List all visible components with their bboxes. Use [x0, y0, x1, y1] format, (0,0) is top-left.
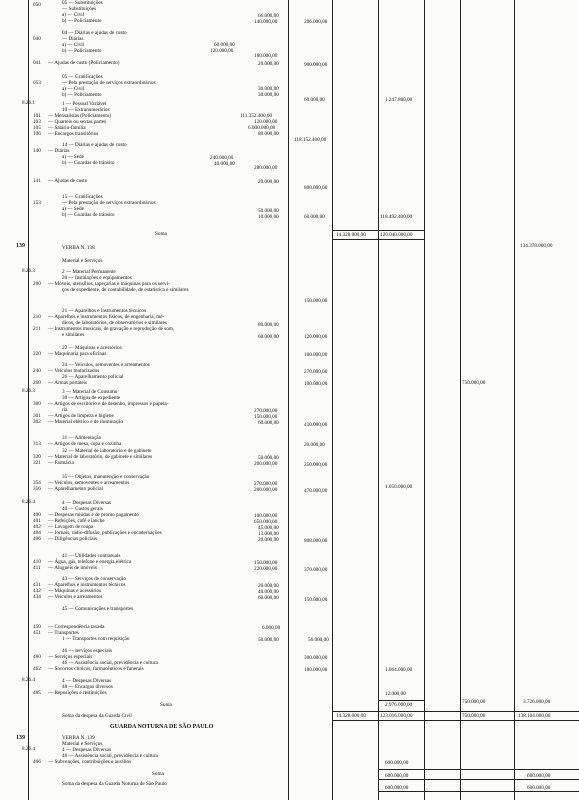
text-line: 21 — Aparelhos e instrumentos técnicos	[62, 308, 146, 314]
text-line: 100.000,00	[254, 513, 278, 519]
total-rule	[378, 769, 579, 770]
text-line: 210	[33, 314, 41, 320]
total-rule	[332, 239, 424, 240]
text-line: 120.000,00	[254, 119, 278, 125]
text-line: 46 — Assistência social, previdência e cultura	[62, 660, 158, 666]
text-line: 103	[33, 119, 41, 125]
text-line: — Água, gás, telefone e energia elétrica	[48, 559, 132, 565]
text-line: 466	[33, 759, 41, 765]
text-line: 250.000,00	[304, 462, 328, 468]
text-line: 134.378.000,00	[520, 243, 553, 249]
text-line: 1.247.800,00	[385, 97, 413, 103]
text-line: 050	[33, 2, 41, 8]
text-line: 105	[33, 125, 41, 131]
text-line: 45 — Comunicações e transportes	[62, 606, 134, 612]
text-line: 60.000,00	[304, 214, 325, 220]
text-line: 10.000,00	[258, 214, 279, 220]
text-line: 300.000,00	[304, 655, 328, 661]
text-line: 32 — Material de laboratório e de gabinete	[62, 448, 152, 454]
column-rule	[288, 0, 289, 800]
text-line: 141	[33, 178, 41, 184]
text-line: — Lavagem de roupa	[48, 524, 94, 530]
text-line: 451	[33, 630, 41, 636]
text-line: — Correspondência taxada	[48, 624, 105, 630]
text-line: 123.016.000,00	[380, 713, 413, 719]
text-line: 041	[33, 60, 41, 66]
text-line: Soma	[155, 231, 167, 237]
text-line: 31 — Alimentação	[62, 435, 102, 441]
text-line: a) — Civil	[62, 42, 85, 48]
text-line: — Artigos de limpeza e higiene	[48, 413, 114, 419]
text-line: — Encargos transitórios	[48, 131, 99, 137]
text-line: 200.000,00	[254, 487, 278, 493]
text-line: 206.000,00	[304, 19, 328, 25]
text-line: 60.000,00	[258, 334, 279, 340]
text-line: 180.000,00	[304, 667, 328, 673]
text-line: 650.000,00	[254, 519, 278, 525]
text-line: 320	[33, 454, 41, 460]
text-line: 200	[33, 281, 41, 287]
text-line: 100.000,00	[304, 381, 328, 387]
text-line: e similares	[62, 332, 85, 338]
column-rule	[424, 0, 425, 800]
text-line: 400	[33, 512, 41, 518]
text-line: 432	[33, 588, 41, 594]
total-rule	[332, 711, 579, 712]
text-line: 40.000,00	[258, 589, 279, 595]
text-line: — Pela prestação de serviços extraordinários	[62, 80, 156, 86]
text-line: — Aparelhos e instrumentos físicos, de engenharia, mé-	[48, 314, 165, 320]
text-line: a) — Civil	[62, 12, 85, 18]
text-line: — Jornais, rádio-difusão, publicações e encadernações	[48, 530, 162, 536]
text-line: 240	[33, 368, 41, 374]
text-line: 20.000,00	[304, 442, 325, 448]
text-line: 600.000,00	[527, 785, 551, 791]
text-line: — Refeições, café e lanche	[48, 518, 105, 524]
text-line: 600.000,00	[385, 773, 409, 779]
text-line: 15 — Gratificações	[62, 194, 103, 200]
text-line: — Artigos de mesa, copa e cozinha	[48, 441, 122, 447]
column-rule	[378, 0, 379, 800]
text-line: 370.000,00	[304, 567, 328, 573]
text-line: 101	[33, 113, 41, 119]
text-line: 56.000,00	[308, 637, 329, 643]
text-line: 2.976.000,00	[385, 702, 413, 708]
text-line: — Despesas miúdas e de pronto pagamento	[48, 512, 139, 518]
text-line: ria	[62, 407, 68, 413]
text-line: — Veículos e arreamentos	[48, 594, 103, 600]
text-line: — Ajudas de custo	[48, 178, 88, 184]
text-line: 40.000,00	[214, 161, 235, 167]
text-line: 302	[33, 419, 41, 425]
text-line: b) — Policiamento	[62, 92, 102, 98]
text-line: 30 — Artigos de expediente	[62, 395, 121, 401]
text-line: 04 — Diárias e ajudas de custo	[62, 30, 127, 36]
text-line: 46 — Assistência social, previdência e cultura	[62, 753, 158, 759]
text-line: 321	[33, 460, 41, 466]
text-line: 05 — Gratificações	[62, 74, 103, 80]
text-line: 270.000,00	[304, 369, 328, 375]
text-line: — Substituições	[62, 6, 97, 12]
text-line: 750.000,00	[462, 713, 486, 719]
text-line: 280.000,00	[254, 165, 278, 171]
text-line: 60.000,00	[258, 595, 279, 601]
text-line: 8.26.1	[22, 100, 35, 106]
text-line: 8.26.3	[22, 388, 35, 394]
text-line: 20.000,00	[258, 61, 279, 67]
text-line: 600.000,00	[385, 760, 409, 766]
text-line: 260	[33, 380, 41, 386]
text-line: Soma	[152, 771, 164, 777]
text-line: 404	[33, 530, 41, 536]
text-line: 8.26.4	[22, 746, 35, 752]
text-line: 150.000,00	[304, 298, 328, 304]
text-line: — Pela prestação de serviços extraordinários	[62, 200, 156, 206]
text-line: 14 — Diárias e ajudas de custo	[62, 142, 127, 148]
text-line: 211	[33, 326, 41, 332]
text-line: 140	[33, 148, 41, 154]
text-line: 14.328.000,00	[336, 713, 366, 719]
text-line: 200.000,00	[254, 461, 278, 467]
text-line: Material e Serviços	[62, 741, 103, 747]
text-line: — Ajudas de custo (Policiamento)	[48, 60, 120, 66]
total-rule	[378, 779, 579, 780]
text-line: 20.000,00	[258, 583, 279, 589]
total-rule	[332, 720, 579, 721]
text-line: Soma da despesa da Guarda Noturna de São Paulo	[62, 781, 167, 787]
text-line: 50.000,00	[258, 455, 279, 461]
text-line: 470.000,00	[304, 488, 328, 494]
text-line: 138.104.000,00	[518, 713, 551, 719]
text-line: 3.726.000,00	[523, 699, 551, 705]
text-line: 411	[33, 565, 41, 571]
text-line: 485	[33, 690, 41, 696]
text-line: 270.000,00	[254, 408, 278, 414]
text-line: 118.492.400,00	[380, 214, 413, 220]
text-line: Soma da despesa da Guarda Civil	[62, 713, 132, 719]
text-line: 35 — Objetos, manutenção e conservação	[62, 474, 150, 480]
text-line: 120.000,00	[210, 48, 234, 54]
text-line: — Máquinas e acessórios	[48, 588, 102, 594]
text-line: 30.000,00	[258, 92, 279, 98]
text-line: — Artigos de escritório e de desenho, impressos e papela-	[48, 401, 169, 407]
text-line: 48 — Encargos diversos	[62, 684, 113, 690]
text-line: 26 — Aparelhamento policial	[62, 374, 124, 380]
text-line: 12.000,00	[385, 691, 406, 697]
text-line: 24 — Veículos, semoventes e arreamentos	[62, 362, 150, 368]
text-line: — Subvenções, contribuições e auxílios	[48, 759, 132, 765]
text-line: 750.000,00	[462, 699, 486, 705]
text-line: 140.000,00	[254, 19, 278, 25]
text-line: — Reposições e restituições	[48, 690, 107, 696]
text-line: 040	[33, 36, 41, 42]
text-line: — Salário-família	[48, 125, 86, 131]
text-line: 600.000,00	[385, 785, 409, 791]
text-line: — Veículos, semoventes e arreamentos	[48, 480, 130, 486]
text-line: dicos, de laboratórios, de observatórios e similares	[62, 320, 167, 326]
column-rule	[460, 0, 461, 800]
text-line: 240.000,00	[210, 155, 234, 161]
text-line: 8.26.4	[22, 677, 35, 683]
text-line: 354	[33, 480, 41, 486]
text-line: 118.152.400,00	[294, 137, 327, 143]
text-line: 800.000,00	[304, 185, 328, 191]
text-line: 4 — Despesas Diversas	[62, 500, 112, 506]
text-line: 60.000,00	[258, 420, 279, 426]
text-line: 1 — Transportes com requisição	[62, 636, 130, 642]
text-line: — Material elétrico e de iluminação	[48, 419, 124, 425]
text-line: — Diligências policiais	[48, 536, 97, 542]
text-line: 45.000,00	[258, 525, 279, 531]
text-line: 406	[33, 536, 41, 542]
text-line: — Quarteis ou sextas partes	[48, 119, 107, 125]
text-line: 900.000,00	[304, 62, 328, 68]
text-line: b) — Policiamento	[62, 18, 102, 24]
text-line: 301	[33, 413, 41, 419]
text-line: 750.000,00	[462, 380, 486, 386]
text-line: 3 — Material de Consumo	[62, 389, 118, 395]
text-line: 431	[33, 582, 41, 588]
text-line: 434	[33, 594, 41, 600]
text-line: 66.000,00	[258, 13, 279, 19]
text-line: 313	[33, 441, 41, 447]
text-line: 20.000,00	[258, 537, 279, 543]
text-line: — Serviços especiais	[48, 654, 93, 660]
text-line: 106	[33, 131, 41, 137]
text-line: — Aluguéis de imóveis	[48, 565, 97, 571]
text-line: 41 — Utilidades contratuais	[62, 553, 121, 559]
text-line: 60.000,00	[304, 97, 325, 103]
text-line: — Socorros clínicos, farmacêuticos e funerais	[48, 666, 144, 672]
text-line: — Farmácia	[48, 460, 74, 466]
text-line: 220	[33, 351, 41, 357]
text-line: — Veículos motorizados	[48, 368, 100, 374]
text-line: 300	[33, 401, 41, 407]
text-line: 120.040.000,00	[380, 232, 413, 238]
text-line: 10 — Extranumerários	[62, 107, 110, 113]
text-line: — Instrumentos musicais, de gravação e reprodução de som,	[48, 326, 175, 332]
text-line: 139	[16, 735, 25, 741]
text-line: 20.000,00	[258, 179, 279, 185]
text-line: 2 — Material Permanente	[62, 269, 116, 275]
text-line: 46 — serviços especiais	[62, 648, 112, 654]
text-line: 460	[33, 654, 41, 660]
text-line: — Maquinaria para oficinas	[48, 351, 107, 357]
text-line: a) — Civil	[62, 86, 85, 92]
text-line: 430.000,00	[304, 422, 328, 428]
text-line: GUARDA NOTURNA DE SÃO PAULO	[110, 724, 214, 730]
text-line: 600.000,00	[527, 773, 551, 779]
text-line: VERBA N. 138	[62, 245, 95, 251]
text-line: 150.000,00	[304, 597, 328, 603]
text-line: 808.000,00	[304, 538, 328, 544]
text-line: 1.050.000,00	[385, 484, 413, 490]
text-line: — Móveis, utensílios, tapeçarias e máquinas para os servi-	[48, 281, 170, 287]
text-line: 40 — Gastos gerais	[62, 506, 103, 512]
text-line: 220.000,00	[254, 566, 278, 572]
text-line: ços de expediente, de contabilidade, de estatística e similares	[62, 287, 189, 293]
text-line: Material e Serviços	[62, 258, 103, 264]
text-line: b) — Guardas de trânsito	[62, 212, 115, 218]
text-line: 8.26.4	[22, 499, 35, 505]
total-rule	[378, 791, 579, 792]
text-line: 401	[33, 518, 41, 524]
text-line: — Transportes	[48, 630, 79, 636]
text-line: — Diárias	[48, 148, 70, 154]
text-line: 356	[33, 486, 41, 492]
text-line: 14.328.000,00	[336, 232, 366, 238]
text-line: 22 — Máquinas e acessórios	[62, 345, 122, 351]
text-line: 410	[33, 559, 41, 565]
text-line: 8.26.3	[22, 268, 35, 274]
text-line: 50.000,00	[258, 208, 279, 214]
text-line: — Aparelhos e instrumentos técnicos	[48, 582, 126, 588]
text-line: 1.864.000,00	[385, 667, 413, 673]
text-line: 6.000.000,00	[248, 125, 276, 131]
text-line: 150.000,00	[254, 414, 278, 420]
text-line: 4 — Despesas Diversas	[62, 678, 112, 684]
text-line: b) — Policiamento	[62, 48, 102, 54]
text-line: — Material de laboratório, de gabinete e similares	[48, 454, 153, 460]
text-line: 30.000,00	[258, 86, 279, 92]
text-line: a) — Sede	[62, 154, 84, 160]
text-line: 6.000,00	[262, 625, 281, 631]
text-line: 20 — Instalações e equipamentos	[62, 275, 132, 281]
text-line: 402	[33, 524, 41, 530]
text-line: 100.000,00	[304, 352, 328, 358]
text-line: 60.000,00	[214, 42, 235, 48]
text-line: 50.000,00	[258, 637, 279, 643]
text-line: 450	[33, 624, 41, 630]
text-line: 4 — Despesas Diversas	[62, 747, 112, 753]
text-line: 150.000,00	[254, 560, 278, 566]
text-line: — Aparelhamento policial	[48, 486, 104, 492]
text-line: 270.000,00	[254, 481, 278, 487]
column-rule	[514, 0, 515, 800]
text-line: VERBA N. 139	[62, 735, 95, 741]
text-line: 13.000,00	[258, 531, 279, 537]
column-rule	[332, 0, 333, 800]
total-rule	[332, 230, 424, 231]
text-line: 80.000,00	[258, 322, 279, 328]
text-line: — Armas portáteis	[48, 380, 88, 386]
text-line: 43 — Serviços de conservação	[62, 576, 126, 582]
text-line: 120.000,00	[304, 334, 328, 340]
text-line: 1 — Pessoal Variável	[62, 101, 107, 107]
text-line: 180.000,00	[254, 53, 278, 59]
text-line: — Mensalistas (Policiamento)	[48, 113, 112, 119]
total-rule	[378, 700, 424, 701]
text-line: 153	[33, 200, 41, 206]
text-line: 111.352.400,00	[240, 113, 273, 119]
text-line: — Diárias	[62, 36, 84, 42]
text-line: 053	[33, 80, 41, 86]
text-line: 139	[16, 243, 25, 249]
text-line: 462	[33, 666, 41, 672]
text-line: a) — Sede	[62, 206, 84, 212]
text-line: 05 — Substituições	[62, 0, 103, 6]
text-line: Soma	[160, 702, 172, 708]
text-line: b) — Guardas de trânsito	[62, 160, 115, 166]
text-line: 80.000,00	[258, 131, 279, 137]
